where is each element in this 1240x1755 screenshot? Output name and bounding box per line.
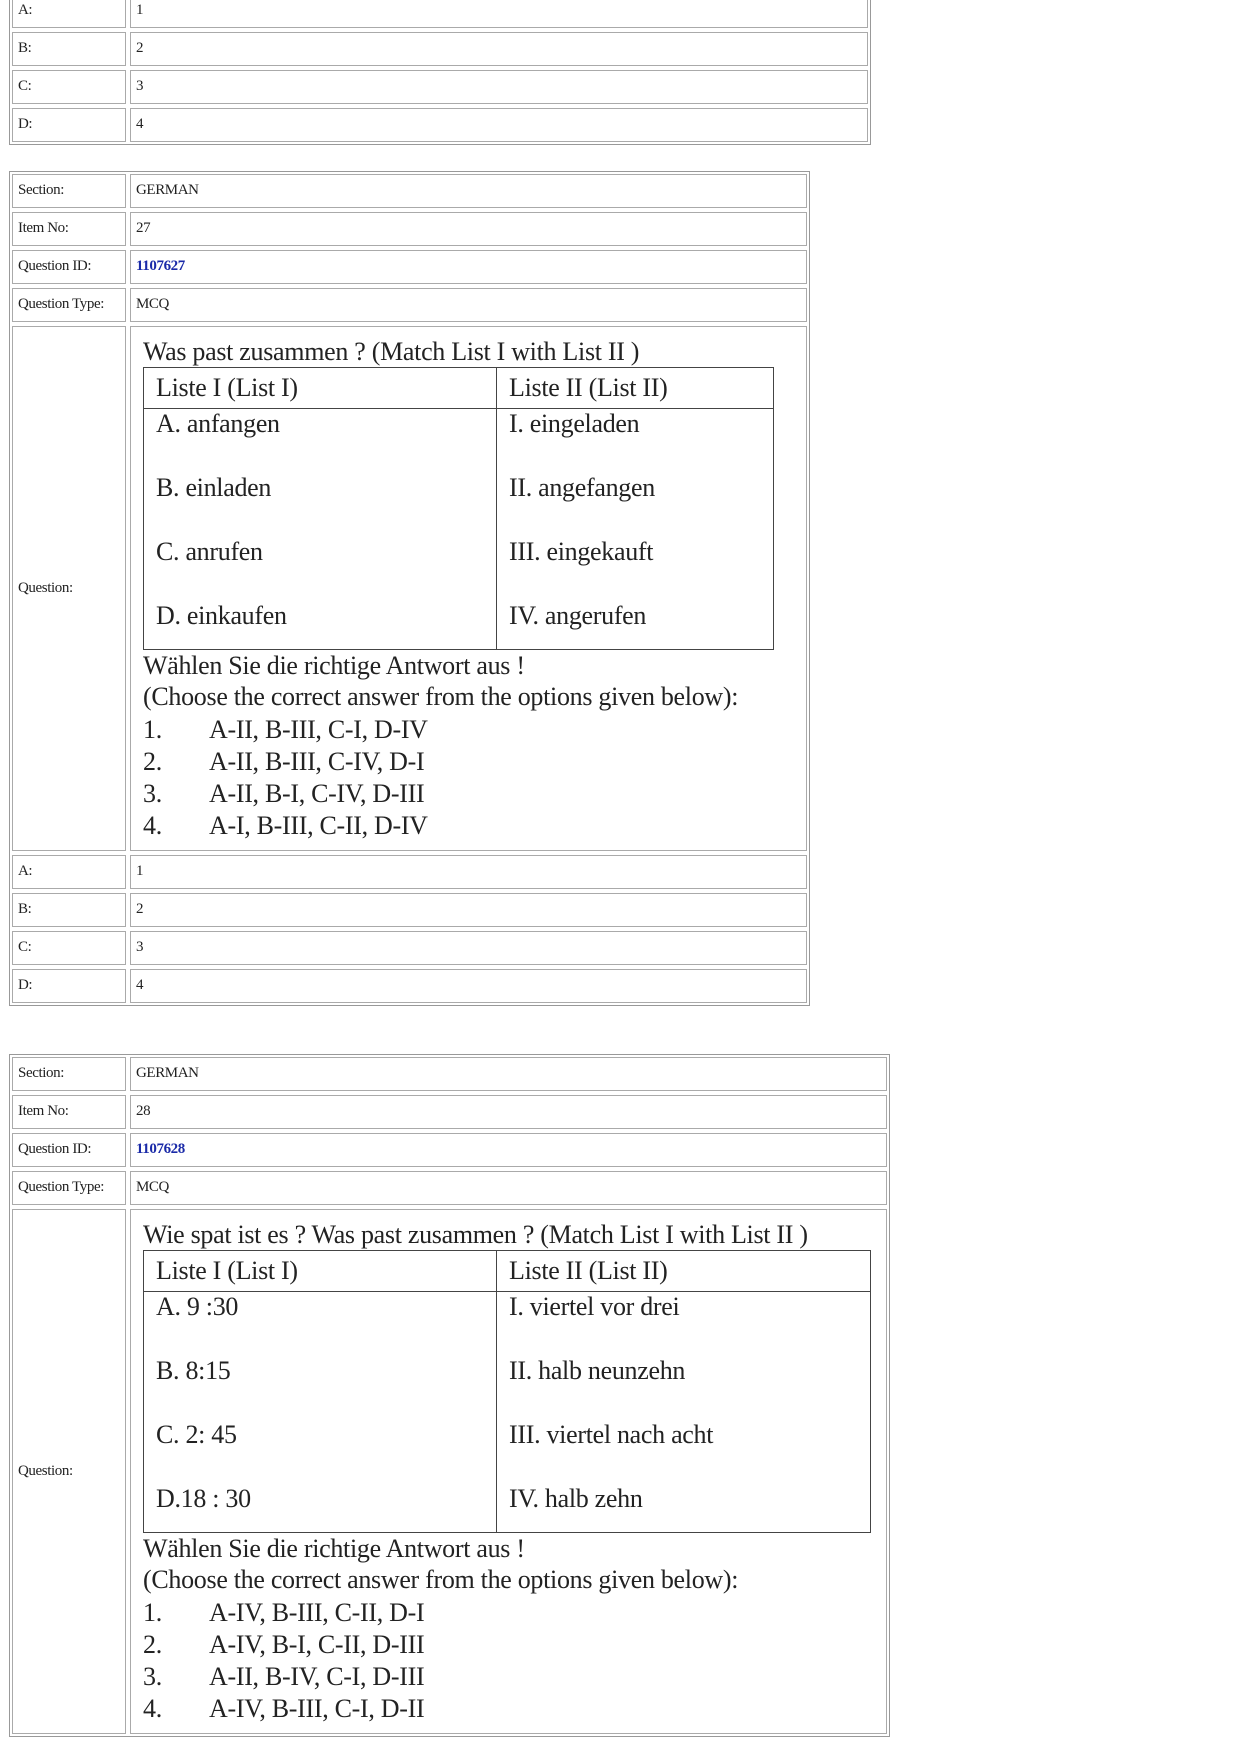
question-id-row [12,1133,887,1167]
option-item [143,1597,874,1629]
section-row [12,1057,887,1091]
option-number: 2. [143,747,162,776]
option-item [143,714,794,746]
option-number: 4. [143,1694,162,1723]
label-question [12,1209,126,1734]
label-section: Section: [12,1057,126,1091]
answer-row-b [12,893,807,927]
answer-a-value: 1 [130,0,868,28]
list2-item: II. angefangen [497,473,774,537]
answer-b-value: 2 [130,32,868,66]
option-text: A-II, B-I, C-IV, D-III [209,779,425,808]
instruction: Wählen Sie die richtige Antwort aus ! [143,1534,525,1563]
option-number: 1. [143,1598,162,1627]
option-text: A-II, B-III, C-IV, D-I [209,747,425,776]
question-card-27 [9,171,810,1006]
option-number: 3. [143,779,162,808]
answer-c-value: 3 [130,931,807,965]
list1-header: Liste I (List I) [144,1251,497,1292]
label-b: B: [12,32,126,66]
option-text: A-II, B-III, C-I, D-IV [209,715,428,744]
option-number: 1. [143,715,162,744]
question-type-row [12,1171,887,1205]
option-item [143,1629,874,1661]
list1-item: C. 2: 45 [144,1420,497,1484]
option-text: A-IV, B-III, C-II, D-I [209,1598,425,1627]
options-list [143,1597,874,1725]
option-item [143,810,794,842]
section-value: GERMAN [130,1057,887,1091]
list2-item: I. viertel vor drei [497,1292,871,1357]
option-text: A-II, B-IV, C-I, D-III [209,1662,425,1691]
options-list [143,714,794,842]
question-row [12,326,807,851]
list2-header: Liste II (List II) [497,1251,871,1292]
option-item [143,1693,874,1725]
label-c: C: [12,70,126,104]
instruction: Wählen Sie die richtige Antwort aus ! [143,651,525,680]
answer-row-d [12,969,807,1003]
answer-row-c [12,931,807,965]
option-text: A-IV, B-I, C-II, D-III [209,1630,425,1659]
option-number: 2. [143,1630,162,1659]
answer-row-d [12,108,868,142]
question-id-value: 1107627 [130,250,807,284]
option-number: 4. [143,811,162,840]
option-item [143,1661,874,1693]
option-number: 3. [143,1662,162,1691]
option-text: A-I, B-III, C-II, D-IV [209,811,428,840]
list1-item: D. einkaufen [144,601,497,650]
answer-row-a [12,0,868,28]
label-item-no: Item No: [12,212,126,246]
label-section: Section: [12,174,126,208]
list1-item: D.18 : 30 [144,1484,497,1533]
answer-d-value: 4 [130,969,807,1003]
list1-header: Liste I (List I) [144,368,497,409]
answer-c-value: 3 [130,70,868,104]
question-type-row [12,288,807,322]
list2-item: I. eingeladen [497,409,774,474]
item-no-value: 28 [130,1095,887,1129]
option-item [143,778,794,810]
option-text: A-IV, B-III, C-I, D-II [209,1694,425,1723]
question-card-28 [9,1054,890,1737]
list2-header: Liste II (List II) [497,368,774,409]
question-id-row [12,250,807,284]
option-item [143,746,794,778]
question-row [12,1209,887,1734]
match-table [143,1250,871,1533]
question-intro: Was past zusammen ? (Match List I with List II ) [143,337,640,366]
answer-b-value: 2 [130,893,807,927]
question-card-26-partial [9,0,871,145]
instruction-en: (Choose the correct answer from the options given below): [143,682,739,711]
label-d: D: [12,969,126,1003]
section-row [12,174,807,208]
list1-item: A. anfangen [144,409,497,474]
list1-item: C. anrufen [144,537,497,601]
answer-row-c [12,70,868,104]
question-id-value: 1107628 [130,1133,887,1167]
question-body [130,326,807,851]
label-question [12,326,126,851]
list2-item: III. eingekauft [497,537,774,601]
list1-item: A. 9 :30 [144,1292,497,1357]
label-question-id: Question ID: [12,1133,126,1167]
label-question-type: Question Type: [12,1171,126,1205]
item-no-value: 27 [130,212,807,246]
list2-item: II. halb neunzehn [497,1356,871,1420]
question-body [130,1209,887,1734]
match-table [143,367,774,650]
answer-d-value: 4 [130,108,868,142]
label-b: B: [12,893,126,927]
label-item-no: Item No: [12,1095,126,1129]
section-value: GERMAN [130,174,807,208]
answer-a-value: 1 [130,855,807,889]
label-question-text: Question: [18,580,73,596]
list2-item: III. viertel nach acht [497,1420,871,1484]
label-a: A: [12,0,126,28]
question-intro: Wie spat ist es ? Was past zusammen ? (Match List I with List II ) [143,1220,808,1249]
answer-row-a [12,855,807,889]
list1-item: B. 8:15 [144,1356,497,1420]
item-no-row [12,212,807,246]
question-type-value: MCQ [130,1171,887,1205]
question-type-value: MCQ [130,288,807,322]
label-question-id: Question ID: [12,250,126,284]
label-c: C: [12,931,126,965]
answer-row-b [12,32,868,66]
label-a: A: [12,855,126,889]
label-question-text: Question: [18,1463,73,1479]
list1-item: B. einladen [144,473,497,537]
list2-item: IV. angerufen [497,601,774,650]
item-no-row [12,1095,887,1129]
list2-item: IV. halb zehn [497,1484,871,1533]
instruction-en: (Choose the correct answer from the options given below): [143,1565,739,1594]
label-d: D: [12,108,126,142]
label-question-type: Question Type: [12,288,126,322]
